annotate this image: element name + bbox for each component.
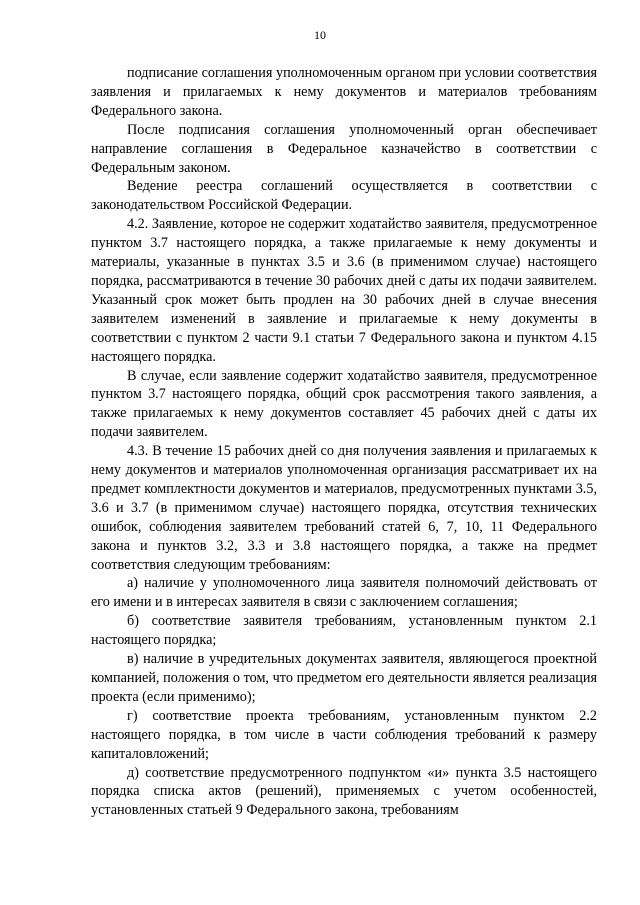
paragraph-registry: Ведение реестра соглашений осуществляется в соответствии с законодательством Российской Федерации.	[91, 178, 597, 214]
list-item-v: в) наличие в учредительных документах заявителя, являющегося проектной компанией, положения о том, что предметом его деятельности является реализация проекта (если применимо);	[91, 651, 597, 705]
paragraph-4-2: 4.2. Заявление, которое не содержит ходатайство заявителя, предусмотренное пунктом 3.7 настоящего порядка, а также прилагаемые к нему документы и материалы, указанные в пунктах 3.5 и 3.6 (в применимом случае) настоящего порядка, рассматриваются в течение 30 рабочих дней с даты их подачи заявителем. Указанный срок может быть продлен на 30 рабочих дней в случае внесения заявителем изменений в заявление и прилагаемые к нему документы в соответствии с пунктом 2 части 9.1 статьи 7 Федерального закона и пунктом 4.15 настоящего порядка.	[91, 216, 597, 365]
page-number: 10	[314, 28, 326, 42]
list-item-d: д) соответствие предусмотренного подпунктом «и» пункта 3.5 настоящего порядка списка актов (решений), применяемых с учетом особенностей, установленных статьей 9 Федерального закона, требованиям	[91, 764, 597, 819]
paragraph-signing-condition: подписание соглашения уполномоченным органом при условии соответствия заявления и прилагаемых к нему документов и материалов требованиям Федерального закона.	[91, 65, 597, 119]
list-item-g: г) соответствие проекта требованиям, установленным пунктом 2.2 настоящего порядка, в том числе в части соблюдения требований к размеру капиталовложений;	[91, 707, 597, 762]
list-item-b: б) соответствие заявителя требованиям, установленным пунктом 2.1 настоящего порядка;	[91, 613, 597, 649]
paragraph-45-days: В случае, если заявление содержит ходатайство заявителя, предусмотренное пунктом 3.7 настоящего порядка, общий срок рассмотрения такого заявления, а также прилагаемых к нему документов составляет 45 рабочих дней с даты их подачи заявителем.	[91, 367, 597, 441]
document-body	[91, 64, 597, 820]
paragraph-4-3: 4.3. В течение 15 рабочих дней со дня получения заявления и прилагаемых к нему документов и материалов уполномоченная организация рассматривает их на предмет комплектности документов и материалов, предусмотренных пунктами 3.5, 3.6 и 3.7 (в применимом случае) настоящего порядка, отсутствия технических ошибок, соблюдения заявителем требований статей 6, 7, 10, 11 Федерального закона и пунктов 3.2, 3.3 и 3.8 настоящего порядка, а также на предмет соответствия следующим требованиям:	[91, 443, 597, 573]
paragraph-treasury-submission: После подписания соглашения уполномоченный орган обеспечивает направление соглашения в Федеральное казначейство в соответствии с Федеральным законом.	[91, 121, 597, 176]
list-item-a: а) наличие у уполномоченного лица заявителя полномочий действовать от его имени и в интересах заявителя в связи с заключением соглашения;	[91, 575, 597, 611]
